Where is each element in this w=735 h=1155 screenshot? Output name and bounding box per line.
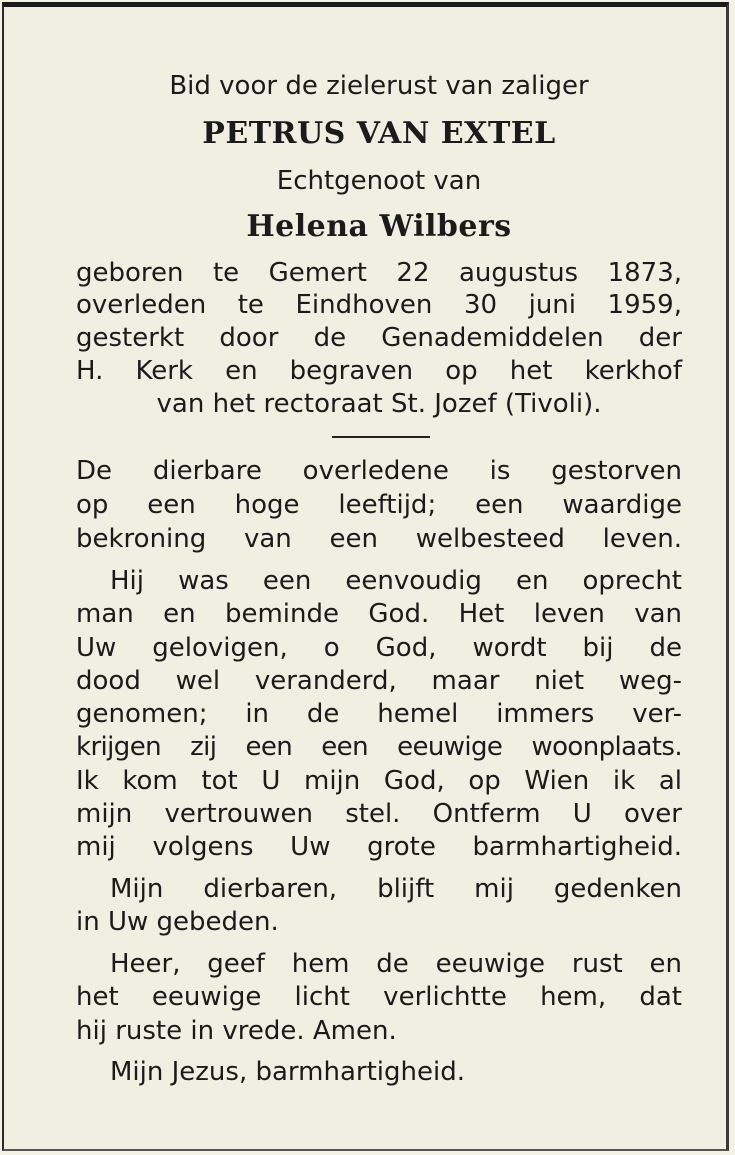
paragraph-line: bekroning van een welbesteed leven. — [76, 524, 682, 554]
paragraph-line: in Uw gebeden. — [76, 907, 279, 937]
paragraph-line: Uw gelovigen, o God, wordt bij de — [76, 633, 682, 663]
biography-line: geboren te Gemert 22 augustus 1873, — [76, 258, 682, 288]
paragraph-line: krijgen zij een een eeuwige woonplaats. — [76, 732, 682, 762]
intro-line: Bid voor de zielerust van zaliger — [169, 71, 589, 101]
biography-line: van het rectoraat St. Jozef (Tivoli). — [156, 389, 602, 419]
paragraph-line: het eeuwige licht verlichtte hem, dat — [76, 982, 682, 1012]
paragraph-line: dood wel veranderd, maar niet weg- — [76, 666, 682, 696]
paragraph-line: genomen; in de hemel immers ver- — [76, 699, 682, 729]
deceased-name: PETRUS VAN EXTEL — [202, 116, 556, 151]
divider-rule — [332, 436, 430, 438]
memorial-card — [2, 2, 729, 1151]
paragraph-line: Hij was een eenvoudig en oprecht — [110, 566, 682, 596]
biography-line: gesterkt door de Genademiddelen der — [76, 323, 682, 353]
paragraph-line: Heer, geef hem de eeuwige rust en — [110, 949, 682, 979]
paragraph-line: mij volgens Uw grote barmhartigheid. — [76, 832, 682, 862]
paragraph-line: op een hoge leeftijd; een waardige — [76, 490, 682, 520]
biography-line: H. Kerk en begraven op het kerkhof — [76, 356, 682, 386]
biography-line: overleden te Eindhoven 30 juni 1959, — [76, 290, 682, 320]
paragraph-line: Ik kom tot U mijn God, op Wien ik al — [76, 766, 682, 796]
card-text — [76, 7, 682, 1147]
paragraph-line: hij ruste in vrede. Amen. — [76, 1016, 397, 1046]
closing-line: Mijn Jezus, barmhartigheid. — [110, 1057, 465, 1087]
paragraph-line: De dierbare overledene is gestorven — [76, 456, 682, 486]
spouse-label: Echtgenoot van — [276, 166, 482, 196]
paragraph-line: Mijn dierbaren, blijft mij gedenken — [110, 874, 682, 904]
spouse-name: Helena Wilbers — [246, 209, 512, 244]
paragraph-line: mijn vertrouwen stel. Ontferm U over — [76, 799, 682, 829]
paragraph-line: man en beminde God. Het leven van — [76, 599, 682, 629]
